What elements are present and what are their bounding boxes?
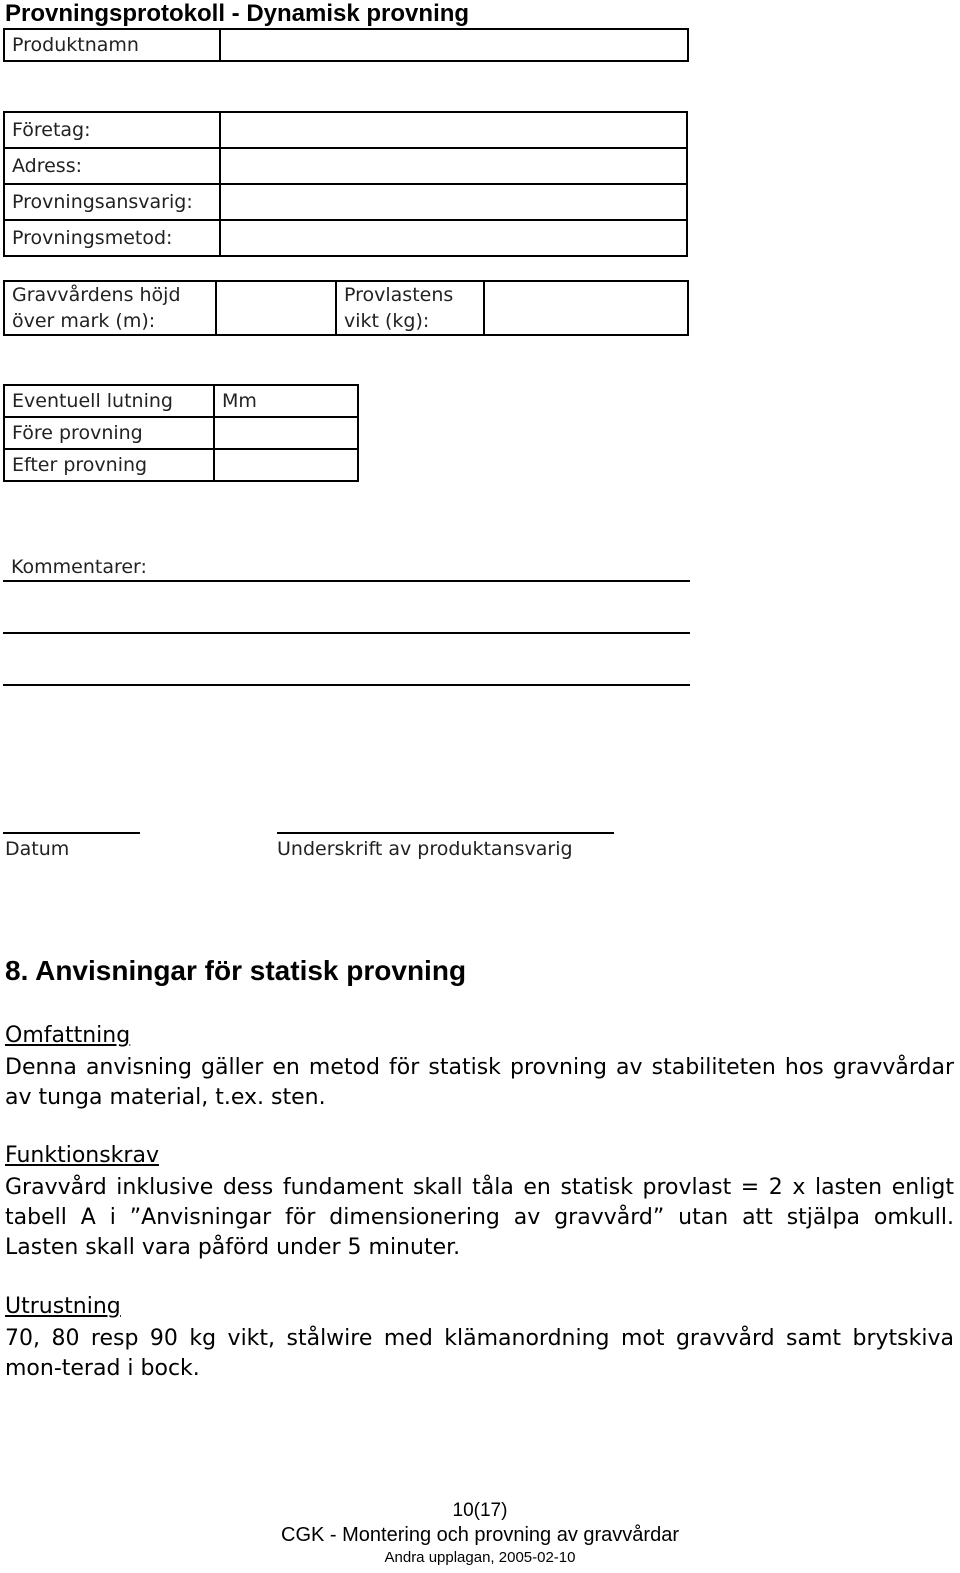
product-label: Produktnamn bbox=[4, 29, 220, 61]
scope-text: Denna anvisning gäller en metod för statisk provning av stabiliteten hos gravvårdar av tunga material, t.ex. sten. bbox=[5, 1055, 954, 1110]
tilt-after-field[interactable] bbox=[214, 449, 358, 481]
requirements-text: Gravvård inklusive dess fundament skall tåla en statisk provlast = 2 x lasten enligt tabell A i ”Anvisningar för dimensionering av gravvård” utan att stjälpa omkull. Lasten skall vara påförd under 5 minuter. bbox=[5, 1175, 954, 1260]
tilt-header-label: Eventuell lutning bbox=[4, 385, 214, 417]
address-field[interactable] bbox=[220, 148, 687, 184]
comments-line-2[interactable] bbox=[3, 632, 690, 634]
scope-title: Omfattning bbox=[5, 1023, 131, 1048]
requirements-title: Funktionskrav bbox=[5, 1143, 159, 1168]
height-field[interactable] bbox=[216, 281, 336, 335]
comments-line-1[interactable] bbox=[3, 580, 690, 582]
comments-line-3[interactable] bbox=[3, 684, 690, 686]
footer-doc-title: CGK - Montering och provning av gravvårdar bbox=[281, 1524, 679, 1546]
address-label: Adress: bbox=[4, 148, 220, 184]
signature-line[interactable] bbox=[277, 832, 614, 834]
test-method-label: Provningsmetod: bbox=[4, 220, 220, 256]
tilt-before-label: Före provning bbox=[4, 417, 214, 449]
company-table bbox=[3, 111, 688, 257]
test-method-field[interactable] bbox=[220, 220, 687, 256]
weight-label bbox=[336, 281, 484, 335]
footer-edition: Andra upplagan, 2005-02-10 bbox=[384, 1549, 576, 1566]
equipment-text: 70, 80 resp 90 kg vikt, stålwire med klämanordning mot gravvård samt brytskiva mon-terad i bock. bbox=[5, 1326, 954, 1381]
product-table bbox=[3, 28, 689, 62]
weight-label-line1: Provlastens bbox=[344, 284, 454, 306]
date-line[interactable] bbox=[3, 832, 140, 834]
section-heading: 8. Anvisningar för statisk provning bbox=[5, 955, 467, 986]
height-label-line2: över mark (m): bbox=[12, 310, 156, 332]
page-number: 10(17) bbox=[452, 1500, 508, 1521]
page-title: Provningsprotokoll - Dynamisk provning bbox=[5, 0, 470, 27]
equipment-title: Utrustning bbox=[5, 1294, 121, 1319]
test-responsible-field[interactable] bbox=[220, 184, 687, 220]
tilt-unit: Mm bbox=[214, 385, 358, 417]
comments-label: Kommentarer: bbox=[11, 556, 147, 578]
height-label-line1: Gravvårdens höjd bbox=[12, 284, 181, 306]
weight-field[interactable] bbox=[484, 281, 688, 335]
product-field[interactable] bbox=[220, 29, 688, 61]
company-field[interactable] bbox=[220, 112, 687, 148]
weight-label-line2: vikt (kg): bbox=[344, 310, 430, 332]
tilt-before-field[interactable] bbox=[214, 417, 358, 449]
date-label: Datum bbox=[5, 838, 70, 860]
tilt-after-label: Efter provning bbox=[4, 449, 214, 481]
company-label: Företag: bbox=[4, 112, 220, 148]
tilt-table bbox=[3, 384, 359, 482]
signature-label: Underskrift av produktansvarig bbox=[277, 838, 573, 860]
height-label bbox=[4, 281, 216, 335]
test-responsible-label: Provningsansvarig: bbox=[4, 184, 220, 220]
measures-table bbox=[3, 280, 689, 336]
